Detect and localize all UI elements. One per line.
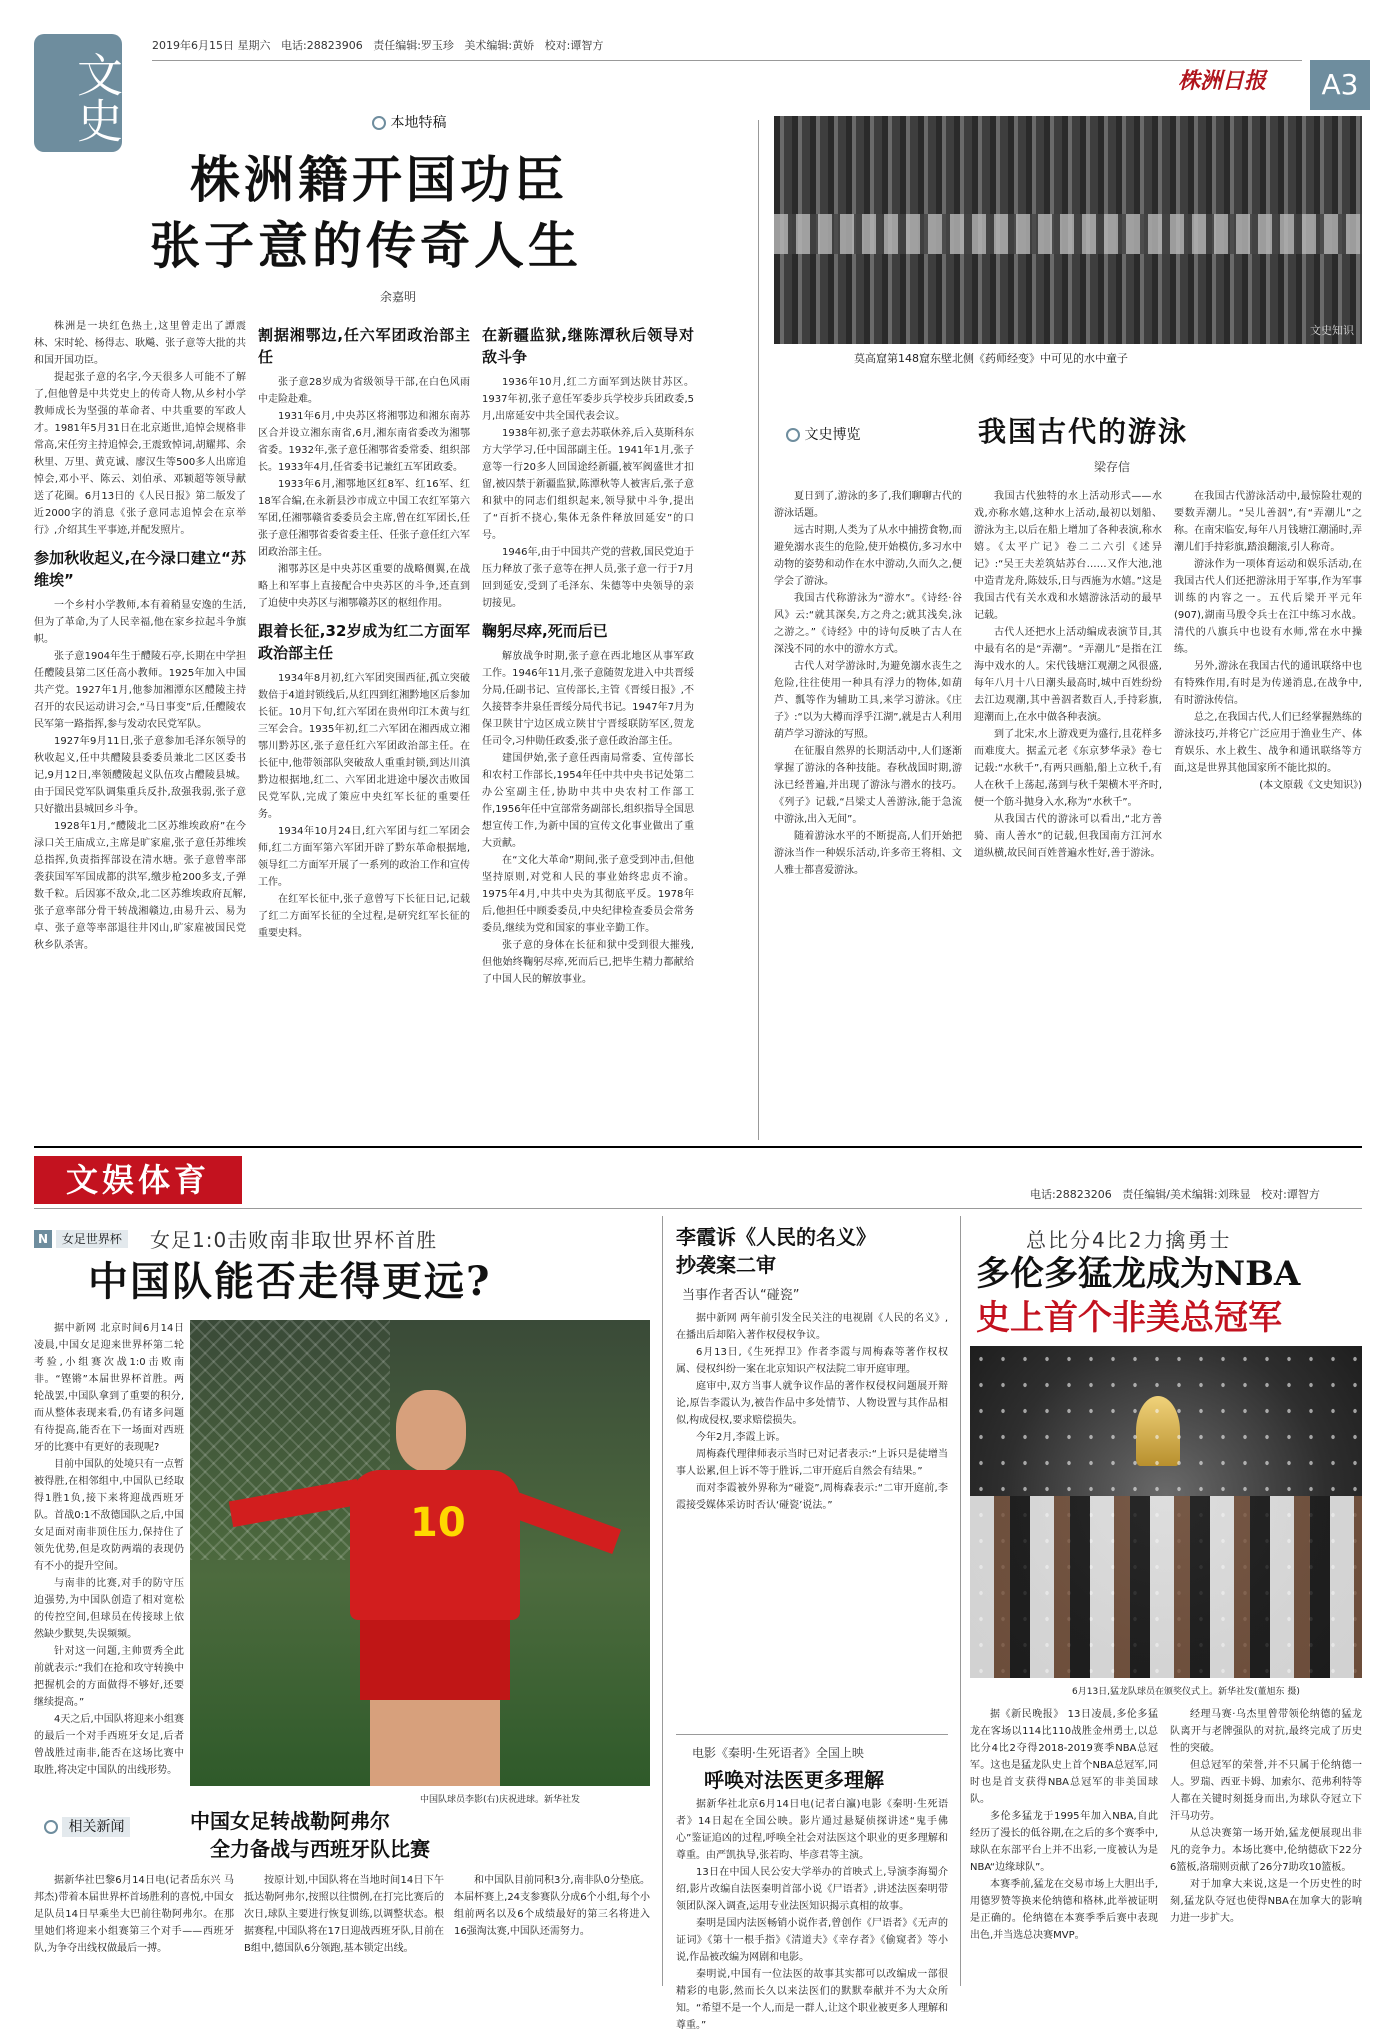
header-info [152, 34, 603, 58]
football-caption: 中国队球员李影(右)庆祝进球。新华社发 [420, 1795, 581, 1805]
paragraph: 今年2月,李霞上诉。 [696, 1432, 786, 1443]
article4-title-line1: 中国女足转战勒阿弗尔 [190, 1809, 390, 1833]
paragraph: 经理马赛·乌杰里曾带领伦纳德的猛龙队离开与老牌强队的对抗,最终完成了历史性的突破。 [1170, 1709, 1362, 1754]
article4-col1: 据新华社巴黎6月14日电(记者岳东兴 马邦杰)带着本届世界杯首场胜利的喜悦,中国女足队员14日早乘坐大巴前往勒阿弗尔。在那里她们将迎来小组赛第三个对手——西班牙队,为争夺出线权做最后一搏。 [34, 1875, 234, 1954]
paragraph: 本赛季前,猛龙在交易市场上大胆出手,用德罗赞等换来伦纳德和格林,此举被证明是正确的。伦纳德在本赛季季后赛中表现出色,并当选总决赛MVP。 [970, 1879, 1158, 1941]
paragraph: 13日在中国人民公安大学举办的首映式上,导演李海蜀介绍,影片改编自法医秦明首部小说《尸语者》,讲述法医秦明带领团队深入调查,运用专业法医知识揭示真相的故事。 [676, 1867, 948, 1912]
article5-title-line2: 抄袭案二审 [676, 1253, 776, 1277]
section-logo [34, 34, 122, 152]
paragraph: 另外,游泳在我国古代的通讯联络中也有特殊作用,有时是为传递消息,在战争中,有时游泳传信。 [1174, 661, 1362, 706]
paragraph: 1938年初,张子意去苏联休养,后入莫斯科东方大学学习,任中国部副主任。1941年1月,张子意等一行20多人回国途经新疆,被军阀盛世才扣留,被囚禁于新疆监狱,陈潭秋等人被害后,张子意和狱中的同志们组织起来,领导狱中斗争,提出了“百折不挠心,集体无条件释放回延安”的口号。 [482, 428, 694, 541]
paragraph: 解放战争时期,张子意在西北地区从事军政工作。1946年11月,张子意随贺龙进入中共晋绥分局,任副书记、宣传部长,主管《晋绥日报》,不久接替李井泉任晋绥分局代书记。1947年7月为保卫陕甘宁边区成立陕甘宁晋绥联防军区,贺龙任司令,习仲勋任政委,张子意任政治部主任。 [482, 651, 694, 747]
bullet-icon [786, 428, 800, 442]
paragraph: 张子意28岁成为省级领导干部,在白色风雨中走险赴难。 [258, 377, 470, 405]
article5-body [676, 1310, 948, 1720]
article1-tag-label: 本地特稿 [390, 115, 447, 131]
paragraph: 与南非的比赛,对手的防守压迫强势,为中国队创造了相对宽松的传控空间,但球员在传接球上依然缺少默契,失误频频。 [34, 1578, 184, 1640]
section-logo-text: 文史 [70, 51, 124, 143]
article1-subhead-3: 跟着长征,32岁成为红二方面军政治部主任 [258, 622, 470, 662]
paragraph: 夏日到了,游泳的多了,我们聊聊古代的游泳话题。 [774, 491, 962, 519]
header-phone: 电话:28823906 [281, 39, 363, 52]
article4-title-line2: 全力备战与西班牙队比赛 [210, 1837, 430, 1861]
paragraph: 秦明说,中国有一位法医的故事其实都可以改编成一部很精彩的电影,然而长久以来法医们的默默奉献并不为大众所知。“希望不是一个人,而是一群人,让这个职业被更多人理解和尊重。” [676, 1969, 948, 2031]
section-rule [34, 1146, 1362, 1148]
jersey-number: 10 [410, 1500, 466, 1546]
article7-kicker: 总比分4比2力擒勇士 [1026, 1228, 1232, 1252]
article2-tag-label: 文史博览 [804, 427, 861, 443]
article4-tag [44, 1816, 130, 1836]
paragraph: 1934年10月24日,红六军团与红二军团会师,红二方面军第六军团开辟了黔东革命根据地,领导红二方面军开展了一系列的政治工作和宣传工作。 [258, 826, 470, 888]
paragraph: 建国伊始,张子意任西南局常委、宣传部长和农村工作部长,1954年任中共中央书记处第二办公室副主任,协助中共中央农村工作部工作,1956年任中宣部常务副部长,组织指导全国思想宣传工作,为新中国的宣传文化事业做出了重大贡献。 [482, 753, 694, 849]
article5-title-line1: 李霞诉《人民的名义》 [676, 1225, 876, 1249]
paragraph: 从总决赛第一场开始,猛龙便展现出非凡的竞争力。本场比赛中,伦纳德砍下22分6篮板,洛瑞则贡献了26分7助攻10篮板。 [1170, 1828, 1362, 1873]
section2-editor: 责任编辑/美术编辑:刘珠显 [1122, 1188, 1251, 1201]
raptors-caption: 6月13日,猛龙队球员在颁奖仪式上。新华社发(董旭东 摄) [1072, 1687, 1300, 1697]
article1-title-line2: 张子意的传奇人生 [150, 217, 582, 275]
paragraph: 古代人还把水上活动编成表演节目,其中最有名的是“弄潮”。“弄潮儿”是指在江海中戏水的人。宋代钱塘江观潮之风很盛,每年八月十八日潮头最高时,城中百姓纷纷去江边观潮,其中善泅者数百人,手持彩旗,迎潮而上,在水中做各种表演。 [974, 627, 1162, 723]
header-editor: 责任编辑:罗玉珍 [373, 39, 454, 52]
paragraph: 在“文化大革命”期间,张子意受到冲击,但他坚持原则,对党和人民的事业始终忠贞不渝。1975年4月,中共中央为其彻底平反。1978年后,他担任中顾委委员,中央纪律检查委员会常务委员,继续为党和国家的事业辛勤工作。 [482, 855, 694, 934]
article2-col2 [974, 488, 1162, 1140]
paragraph: 株洲是一块红色热土,这里曾走出了譚震林、宋时轮、杨得志、耿飚、张子意等大批的共和国开国功臣。 [34, 321, 246, 366]
article1-subhead-4: 在新疆监狱,继陈潭秋后领导对敌斗争 [482, 326, 694, 366]
paragraph: 秦明是国内法医畅销小说作者,曾创作《尸语者》《无声的证词》《第十一根手指》《清道夫》《幸存者》《偷窥者》等小说,作品被改编为网剧和电影。 [676, 1918, 948, 1963]
paragraph: 对于加拿大来说,这是一个历史性的时刻,猛龙队夺冠也使得NBA在加拿大的影响力进一步扩大。 [1170, 1879, 1362, 1924]
paragraph: 周梅森代理律师表示当时已对记者表示:“上诉只是徒增当事人讼累,但上诉不等于胜诉,二审开庭后自然会有结果。” [676, 1449, 948, 1477]
header-proofreader: 校对:谭智方 [544, 39, 604, 52]
paragraph: 但总冠军的荣誉,并不只属于伦纳德一人。罗瑞、西亚卡姆、加索尔、范弗利特等人都在关键时刻挺身而出,为球队夺冠立下汗马功劳。 [1170, 1760, 1362, 1822]
paragraph: 据中新网 两年前引发全民关注的电视剧《人民的名义》,在播出后却陷入著作权侵权争议。 [676, 1313, 948, 1341]
player-arm-right [509, 1492, 621, 1554]
paragraph: 1931年6月,中央苏区将湘鄂边和湘东南苏区合并设立湘东南省,6月,湘东南省委改为湘鄂省委。1932年,张子意任湘鄂省委常委、组织部长。1933年4月,任省委书记兼红五军团政委。 [258, 411, 470, 473]
section2-rule [34, 1208, 1362, 1209]
paragraph: 据中新网 北京时间6月14日凌晨,中国女足迎来世界杯第二轮考验,小组赛次战1:0击败南非。“铿锵”本届世界杯首胜。两轮战罢,中国队拿到了重要的积分,而从整体表现来看,仍有诸多问题有待提高,能否在下一场面对西班牙的比赛中有更好的表现呢? [34, 1323, 184, 1453]
section2-phone: 电话:28823206 [1030, 1188, 1112, 1201]
mural-photo [774, 116, 1362, 344]
article6-rule [676, 1734, 948, 1735]
section2-info [1030, 1186, 1320, 1202]
dateline: 2019年6月15日 星期六 [152, 39, 271, 52]
paragraph: 我国古代独特的水上活动形式——水戏,亦称水嬉,这种水上活动,最初以划船、游泳为主,以后在船上增加了各种表演,称水嬉。《太平广记》卷二二六引《述异记》:“吴王夫差筑姑苏台……又作大池,池中造青龙舟,陈妓乐,日与西施为水嬉。”这是我国古代有关水戏和水嬉游泳活动的最早记载。 [974, 491, 1162, 621]
header-rule [152, 60, 1302, 61]
section2-proofreader: 校对:谭智方 [1261, 1188, 1320, 1201]
paragraph: 总之,在我国古代,人们已经掌握熟练的游泳技巧,并将它广泛应用于渔业生产、体育娱乐、水上救生、战争和通讯联络等方面,这是世界其他国家所不能比拟的。 [1174, 712, 1362, 774]
article6-title: 呼唤对法医更多理解 [704, 1768, 884, 1792]
paragraph: 在我国古代游泳活动中,最惊险壮观的要数弄潮儿。“吴儿善泅”,有“弄潮儿”之称。在南宋临安,每年八月钱塘江潮涌时,弄潮儿们手持彩旗,踏浪翻滚,引人称奇。 [1174, 491, 1362, 553]
mural-caption: 莫高窟第148窟东壁北侧《药师经变》中可见的水中童子 [854, 352, 1128, 365]
column-divider [758, 120, 759, 1140]
article1-title-line1: 株洲籍开国功臣 [190, 151, 568, 209]
article5-deck: 当事作者否认“碰瓷” [682, 1288, 800, 1303]
article2-title: 我国古代的游泳 [978, 415, 1189, 448]
paragraph: 据新华社北京6月14日电(记者白瀛)电影《秦明·生死语者》14日起在全国公映。影片通过悬疑侦探讲述“鬼手佛心”鉴证追凶的过程,呼唤全社会对法医这个职业的更多理解和尊重。由严凯执导,张若昀、毕彦君等主演。 [676, 1799, 948, 1861]
page-number: A3 [1310, 60, 1370, 110]
article4-tag-label: 相关新闻 [62, 1817, 130, 1837]
article1-subhead-5: 鞠躬尽瘁,死而后已 [482, 622, 608, 640]
article2-col1 [774, 488, 962, 1140]
watermark: 文史知识 [1310, 324, 1354, 337]
article2-author: 梁存信 [1094, 460, 1131, 474]
article3-title: 中国队能否走得更远? [88, 1258, 492, 1305]
article4-col3: 和中国队目前同积3分,南非队0分垫底。本届杯赛上,24支参赛队分成6个小组,每个小组前两名以及6个成绩最好的第三名将进入16强淘汰赛,中国队还需努力。 [454, 1875, 650, 1937]
mural-band [774, 214, 1362, 254]
paragraph: 庭审中,双方当事人就争议作品的著作权侵权问题展开辩论,原告李霞认为,被告作品中多处情节、人物设置与其作品相似,构成侵权,要求赔偿损失。 [676, 1381, 948, 1426]
paragraph: 1946年,由于中国共产党的营救,国民党迫于压力释放了张子意等在押人员,张子意一行于7月回到延安,受到了毛泽东、朱德等中央领导的亲切接见。 [482, 547, 694, 609]
player-shorts [360, 1620, 510, 1700]
article6-body [676, 1796, 948, 2031]
paper-name: 株洲日报 [1178, 68, 1267, 94]
article3-kicker: 女足1:0击败南非取世界杯首胜 [150, 1228, 438, 1252]
paragraph: 张子意的身体在长征和狱中受到很大摧残,但他始终鞠躬尽瘁,死而后已,把毕生精力都献给了中国人民的解放事业。 [482, 940, 694, 985]
paragraph: 1936年10月,红二方面军到达陕甘苏区。1937年初,张子意任军委步兵学校步兵团政委,5月,出席延安中共全国代表会议。 [482, 377, 694, 422]
bullet-icon [44, 1820, 58, 1834]
paragraph: 1928年1月,“醴陵北二区苏维埃政府”在今渌口关王庙成立,主席是旷家雇,张子意任苏维埃总指挥,负责指挥部设在清水塘。张子意曾率部袭获国军军国成都的洪军,缴步枪200多支,子弹数千粒。后因寡不敌众,北二区苏维埃政府瓦解,张子意率部分骨干转战湘赣边,由易升云、易为卓、张子意等率部退往井冈山,旷家雇被国民党秋乡队杀害。 [34, 821, 246, 951]
paragraph: 据《新民晚报》 13日凌晨,多伦多猛龙在客场以114比110战胜金州勇士,以总比分4比2夺得2018-2019赛季NBA总冠军。这也是猛龙队史上首个NBA总冠军,同时也是首支获得NBA总冠军的非美国球队。 [970, 1709, 1158, 1805]
column-divider [960, 1216, 961, 1986]
article1-subhead-2: 割据湘鄂边,任六军团政治部主任 [258, 326, 470, 366]
article3-tag [34, 1230, 128, 1248]
article7-title-line2: 史上首个非美总冠军 [976, 1298, 1282, 1338]
paragraph: 1934年8月初,红六军团突围西征,孤立突破数倍于4道封锁线后,从红四到红湘黔地区后参加长征。10月下旬,红六军团在贵州印江木黄与红三军会合。1935年初,红二六军团在湘西成立湘鄂川黔苏区,张子意任红六军团政治部主任。在长征中,他带领部队突破敌人重重封锁,到达川滇黔边根据地,红二、六军团北进途中屡次击败国民党军队,完成了策应中央红军长征的重要任务。 [258, 673, 470, 820]
article1-col3 [482, 318, 694, 1140]
raptors-photo [970, 1346, 1362, 1678]
column-divider [662, 1216, 663, 1986]
paragraph: 提起张子意的名字,今天很多人可能不了解了,但他曾是中共党史上的传奇人物,从乡村小学教师成长为坚强的革命者、中共重要的军政人才。1981年5月31日在北京逝世,追悼会规格非常高,宋任穷主持追悼会,王震致悼词,胡耀邦、余秋里、万里、黄克诚、廖汉生等500多人出席追悼会,邓小平、陈云、刘伯承、邓颖超等领导献送了花圈。6月13日的《人民日报》第二版发了近2000字的消息《张子意同志追悼会在京举行》,介绍其生平事迹,并配发照片。 [34, 372, 246, 536]
header-designer: 美术编辑:黄娇 [464, 39, 535, 52]
paragraph: 目前中国队的处境只有一点暂被得胜,在相邻组中,中国队已经取得1胜1负,接下来将迎战西班牙队。首战0:1不敌德国队之后,中国女足面对南非顶住压力,保持住了领先优势,但是攻防两端的表现仍有不小的提升空间。 [34, 1459, 184, 1572]
article6-kicker: 电影《秦明·生死语者》全国上映 [692, 1746, 864, 1760]
paragraph: 多伦多猛龙于1995年加入NBA,自此经历了漫长的低谷期,在之后的多个赛季中,球队在东部平台上并不出彩,一度被认为是NBA“边缘球队”。 [970, 1811, 1158, 1873]
paragraph: 从我国古代的游泳可以看出,“北方善骑、南人善水”的记载,但我国南方江河水道纵横,故民间百姓普遍水性好,善于游泳。 [974, 814, 1162, 859]
article2-tag [786, 424, 860, 444]
article1-col1 [34, 318, 246, 1140]
paragraph: 张子意1904年生于醴陵石亭,长期在中学担任醴陵县第二区任高小教师。1925年加入中国共产党。1927年1月,他参加湘潭东区醴陵主持召开的农民运动讲习会,“马日事变”后,任醴陵农民军第一路指挥,参与发动农民党军队。 [34, 651, 246, 730]
player-head [396, 1390, 466, 1472]
article1-tag [372, 112, 446, 132]
player-legs [370, 1700, 500, 1786]
paragraph: 在征服自然界的长期活动中,人们逐渐掌握了游泳的各种技能。春秋战国时期,游泳已经普遍,并出现了游泳与潜水的技巧。《列子》记载,“吕梁丈人善游泳,能于急流中游泳,出入无间”。 [774, 746, 962, 825]
football-photo [190, 1320, 650, 1786]
article1-subhead-1: 参加秋收起义,在今渌口建立“苏维埃” [34, 549, 246, 589]
paragraph: 1927年9月11日,张子意参加毛泽东领导的秋收起义,任中共醴陵县委委员兼北二区区委书记,9月12日,率领醴陵起义队伍攻占醴陵县城。由于国民党军队调集重兵反扑,敌强我弱,张子意只好撤出县城回乡斗争。 [34, 736, 246, 815]
paragraph: 远古时期,人类为了从水中捕捞食物,而避免溺水丧生的危险,使开始模仿,多习水中动物的姿势和动作在水中游动,久而久之,便学会了游泳。 [774, 525, 962, 587]
paragraph: 游泳作为一项体育运动和娱乐活动,在我国古代人们还把游泳用于军事,作为军事训练的内容之一。五代后梁开平元年(907),湖南马殷令兵士在江中练习水战。清代的八旗兵中也设有水师,常在水中操练。 [1174, 559, 1362, 655]
player-shirt [350, 1470, 520, 1620]
article7-col1 [970, 1706, 1158, 1984]
paragraph: 到了北宋,水上游戏更为盛行,且花样多而难度大。据孟元老《东京梦华录》卷七记载:“水秋千”,有两只画船,船上立秋千,有人在秋千上荡起,荡到与秋千架横木平齐时,便一个筋斗抛身入水,称为“水秋千”。 [974, 729, 1162, 808]
article7-title-line1: 多伦多猛龙成为NBA [976, 1254, 1301, 1294]
article3-tag-label: 女足世界杯 [56, 1230, 128, 1248]
section2-banner: 文娱体育 [34, 1156, 242, 1204]
article7-col2 [1170, 1706, 1362, 1984]
paragraph: 一个乡村小学教师,本有着稍显安逸的生活,但为了革命,为了人民幸福,他在家乡拉起斗争旗帜。 [34, 600, 246, 645]
paragraph: 湘鄂苏区是中央苏区重要的战略侧翼,在战略上和军事上直接配合中央苏区的斗争,还直到了迫使中央苏区与湘鄂赣苏区的枢纽作用。 [258, 564, 470, 609]
paragraph: 随着游泳水平的不断提高,人们开始把游泳当作一种娱乐活动,许多帝王将相、文人雅士都喜爱游泳。 [774, 831, 962, 876]
paragraph: 4天之后,中国队将迎来小组赛的最后一个对手西班牙女足,后者曾战胜过南非,能否在这场比赛中取胜,将决定中国队的出线形势。 [34, 1714, 184, 1776]
paragraph: 而对李霞被外界称为“碰瓷”,周梅森表示:“二审开庭前,李霞接受媒体采访时否认‘碰瓷’说法。” [676, 1483, 948, 1511]
paragraph: (本文原载《文史知识》) [1259, 780, 1362, 791]
paragraph: 在红军长征中,张子意曾写下长征日记,记载了红二方面军长征的全过程,是研究红军长征的重要史料。 [258, 894, 470, 939]
paragraph: 针对这一问题,主帅贾秀全此前就表示:“我们在抢和攻守转换中把握机会的方面做得不够好,还要继续提高。” [34, 1646, 184, 1708]
paragraph: 1933年6月,湘鄂地区红8军、红16军、红18军合编,在永新县沙市成立中国工农红军第六军团,任湘鄂赣省委委员会主席,曾在红军团长,任张子意任湘鄂省委省委主任、任张子意任红六军团政治部主任。 [258, 479, 470, 558]
paragraph: 古代人对学游泳时,为避免溺水丧生之危险,往往使用一种具有浮力的物体,如葫芦、瓢等作为辅助工具,来学习游泳。《庄子》:“以为大樽而浮乎江湖”,就是古人利用葫芦学习游泳的写照。 [774, 661, 962, 740]
article2-col3 [1174, 488, 1362, 1140]
players-crowd [970, 1496, 1362, 1678]
article4-col2: 按原计划,中国队将在当地时间14日下午抵达勒阿弗尔,按照以往惯例,在打完比赛后的次日,球队主要进行恢复训练,以调整状态。根据赛程,中国队将在17日迎战西班牙队,目前在B组中,德国队6分领跑,基本锁定出线。 [244, 1875, 444, 1954]
paragraph: 我国古代称游泳为“游水”。《诗经·谷风》云:“就其深矣,方之舟之;就其浅矣,泳之游之。”《诗经》中的诗句反映了古人在深浅不同的水中的游水方式。 [774, 593, 962, 655]
bullet-icon [372, 116, 386, 130]
article1-col2 [258, 318, 470, 1140]
paragraph: 6月13日,《生死捍卫》作者李霞与周梅森等著作权权属、侵权纠纷一案在北京知识产权法院二审开庭审理。 [676, 1347, 948, 1375]
article1-author: 余嘉明 [380, 290, 417, 304]
article3-tag-letter: N [34, 1230, 52, 1248]
